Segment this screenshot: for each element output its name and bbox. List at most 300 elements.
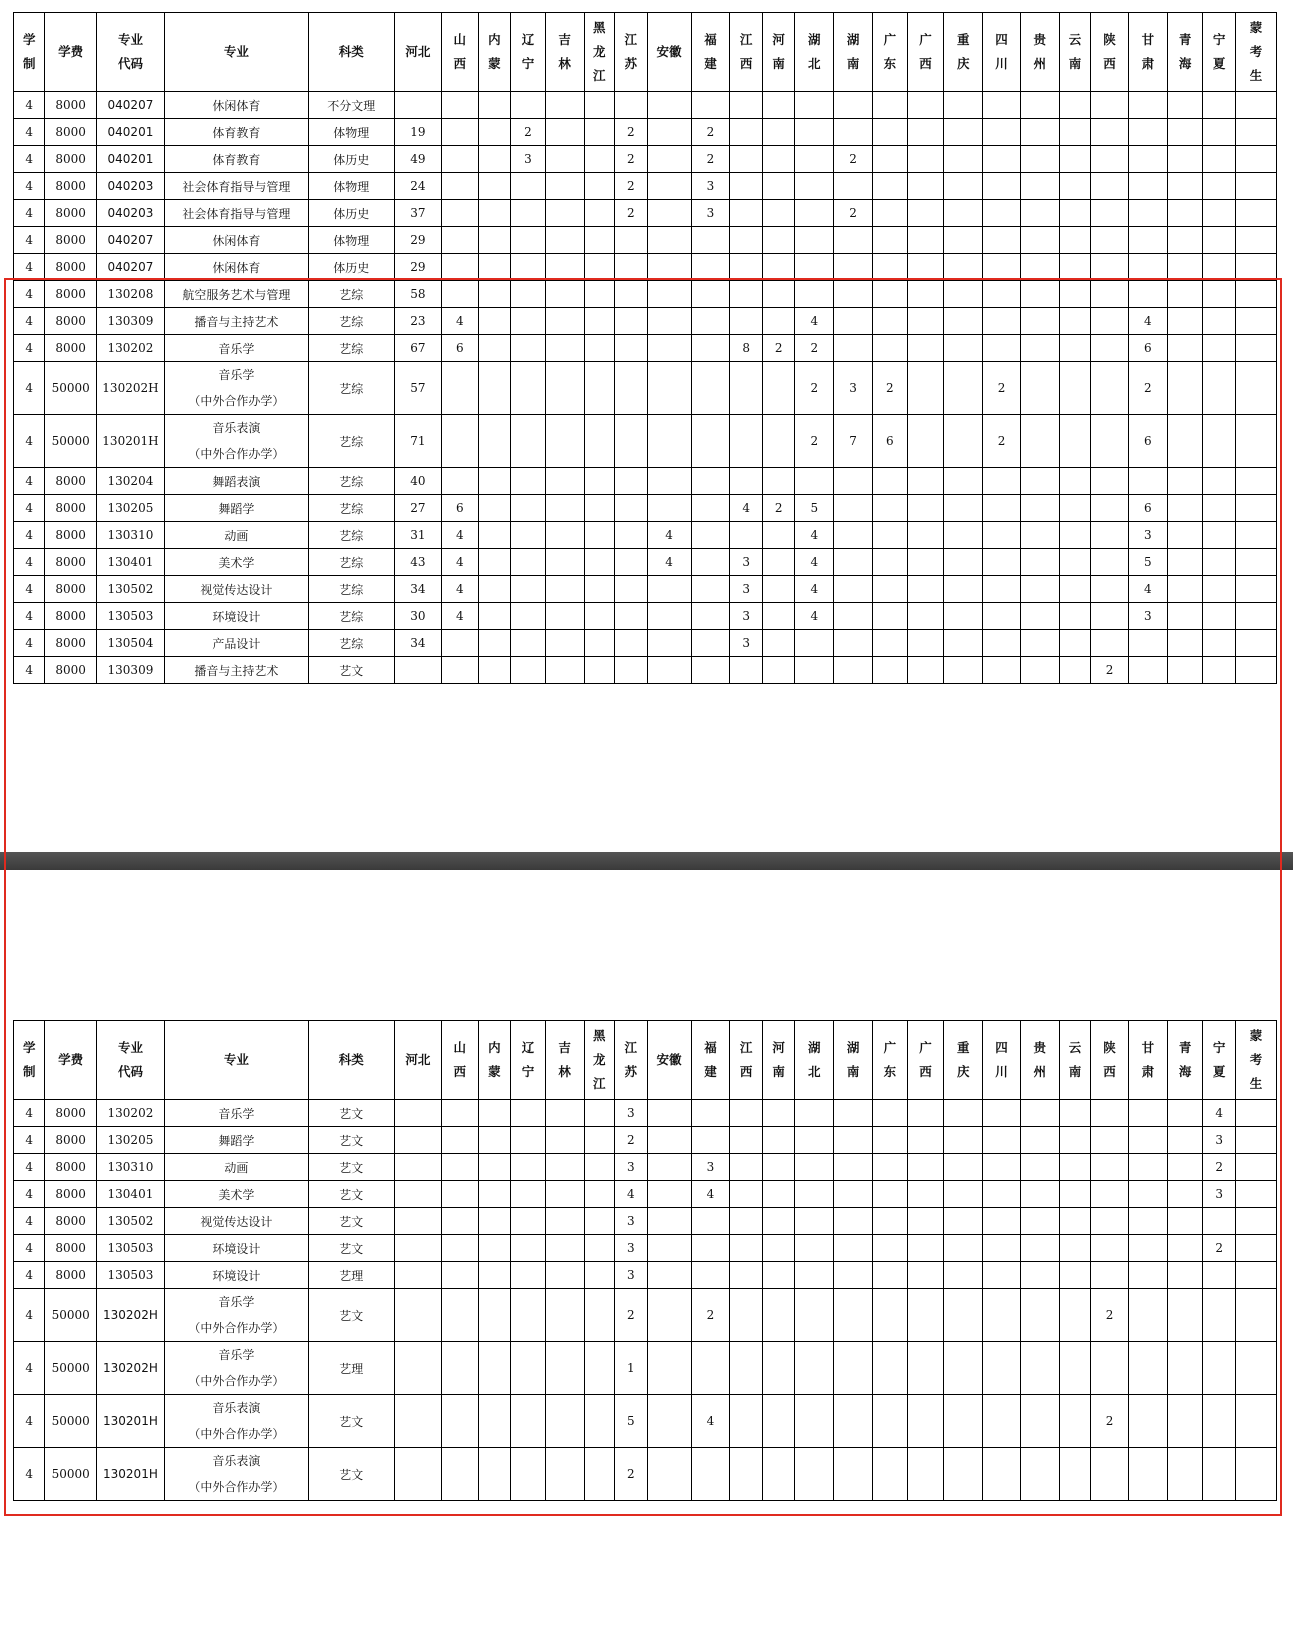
table-cell bbox=[1020, 603, 1059, 630]
code-cell: 040203 bbox=[96, 200, 164, 227]
major-cell: 舞蹈表演 bbox=[165, 468, 309, 495]
table-cell bbox=[907, 308, 944, 335]
table-cell: 体历史 bbox=[308, 200, 394, 227]
table-cell bbox=[1128, 281, 1167, 308]
table-cell bbox=[1203, 1208, 1236, 1235]
major-cell: 体育教育 bbox=[165, 119, 309, 146]
table-cell bbox=[647, 495, 691, 522]
table-cell bbox=[511, 576, 546, 603]
column-header: 云 南 bbox=[1059, 1021, 1090, 1100]
table-cell bbox=[1059, 200, 1090, 227]
table-cell: 29 bbox=[394, 254, 441, 281]
table-cell: 4 bbox=[14, 173, 45, 200]
table-cell bbox=[1235, 1395, 1276, 1448]
table-cell bbox=[907, 1208, 944, 1235]
table-cell: 3 bbox=[691, 1154, 730, 1181]
column-header: 河 南 bbox=[762, 1021, 795, 1100]
table-cell bbox=[730, 173, 763, 200]
table-cell bbox=[730, 468, 763, 495]
table-cell bbox=[762, 1342, 795, 1395]
table-row bbox=[14, 468, 1277, 495]
table-cell bbox=[441, 1100, 478, 1127]
table-cell bbox=[647, 415, 691, 468]
table-cell: 艺文 bbox=[308, 1208, 394, 1235]
table-cell bbox=[873, 1262, 908, 1289]
table-cell: 6 bbox=[441, 335, 478, 362]
table-cell bbox=[441, 254, 478, 281]
table-cell bbox=[944, 146, 983, 173]
table-cell: 4 bbox=[14, 200, 45, 227]
table-cell bbox=[983, 1154, 1021, 1181]
table-cell bbox=[944, 92, 983, 119]
table-cell bbox=[762, 415, 795, 468]
table-cell bbox=[478, 1235, 511, 1262]
table-cell bbox=[1020, 335, 1059, 362]
column-header: 四 川 bbox=[983, 1021, 1021, 1100]
table-cell bbox=[394, 1235, 441, 1262]
table-cell: 24 bbox=[394, 173, 441, 200]
table-cell: 艺综 bbox=[308, 603, 394, 630]
table-cell bbox=[907, 1289, 944, 1342]
table-cell: 艺文 bbox=[308, 1127, 394, 1154]
table-cell bbox=[1020, 1289, 1059, 1342]
table-cell bbox=[944, 281, 983, 308]
table-cell: 艺综 bbox=[308, 495, 394, 522]
table-cell bbox=[691, 281, 730, 308]
table-body bbox=[14, 92, 1277, 684]
table-cell: 3 bbox=[615, 1235, 648, 1262]
table-cell bbox=[907, 1235, 944, 1262]
column-header: 广 西 bbox=[907, 1021, 944, 1100]
table-cell: 3 bbox=[511, 146, 546, 173]
column-header: 湖 北 bbox=[795, 13, 834, 92]
table-cell bbox=[1128, 1100, 1167, 1127]
table-cell bbox=[394, 1181, 441, 1208]
code-cell: 130401 bbox=[96, 549, 164, 576]
table-cell bbox=[983, 1395, 1021, 1448]
column-header: 广 东 bbox=[873, 1021, 908, 1100]
table-cell bbox=[834, 468, 873, 495]
table-cell bbox=[615, 630, 648, 657]
column-header: 河北 bbox=[394, 1021, 441, 1100]
major-cell: 播音与主持艺术 bbox=[165, 657, 309, 684]
table-cell bbox=[907, 254, 944, 281]
table-cell bbox=[545, 1448, 584, 1501]
table-cell bbox=[795, 1181, 834, 1208]
table-cell bbox=[1128, 1262, 1167, 1289]
table-cell bbox=[1235, 468, 1276, 495]
table-cell bbox=[647, 1181, 691, 1208]
table-cell bbox=[478, 576, 511, 603]
table-cell: 8000 bbox=[45, 1181, 96, 1208]
table-cell bbox=[584, 281, 614, 308]
table-cell bbox=[584, 495, 614, 522]
table-cell bbox=[834, 1127, 873, 1154]
table-cell bbox=[834, 119, 873, 146]
table-cell bbox=[584, 200, 614, 227]
table-cell: 4 bbox=[14, 1342, 45, 1395]
table-row bbox=[14, 146, 1277, 173]
table-cell bbox=[1235, 200, 1276, 227]
column-header: 四 川 bbox=[983, 13, 1021, 92]
table-cell bbox=[873, 603, 908, 630]
table-cell: 3 bbox=[615, 1262, 648, 1289]
table-cell bbox=[1235, 1208, 1276, 1235]
table-cell bbox=[907, 549, 944, 576]
code-cell: 040203 bbox=[96, 173, 164, 200]
table-cell bbox=[511, 1154, 546, 1181]
table-cell: 艺文 bbox=[308, 1289, 394, 1342]
table-cell bbox=[762, 1127, 795, 1154]
table-cell bbox=[1167, 254, 1203, 281]
table-cell bbox=[1203, 549, 1236, 576]
table-cell bbox=[834, 603, 873, 630]
table-cell bbox=[730, 1154, 763, 1181]
table-cell bbox=[1235, 1289, 1276, 1342]
table-cell bbox=[907, 1262, 944, 1289]
table-cell bbox=[511, 1208, 546, 1235]
table-cell bbox=[983, 1448, 1021, 1501]
table-cell bbox=[1128, 1235, 1167, 1262]
table-cell bbox=[1128, 227, 1167, 254]
table-row bbox=[14, 1181, 1277, 1208]
column-header: 甘 肃 bbox=[1128, 13, 1167, 92]
table-cell bbox=[441, 415, 478, 468]
table-cell bbox=[873, 227, 908, 254]
table-row bbox=[14, 1342, 1277, 1395]
table-cell bbox=[511, 657, 546, 684]
table-cell bbox=[1091, 576, 1129, 603]
table-cell bbox=[907, 146, 944, 173]
table-cell bbox=[834, 1181, 873, 1208]
table-cell: 29 bbox=[394, 227, 441, 254]
table-cell bbox=[584, 1235, 614, 1262]
table-cell bbox=[441, 1181, 478, 1208]
table-cell bbox=[1020, 146, 1059, 173]
table-cell bbox=[1059, 657, 1090, 684]
table-cell bbox=[1091, 1181, 1129, 1208]
table-cell bbox=[1167, 1127, 1203, 1154]
table-cell bbox=[647, 335, 691, 362]
table-cell bbox=[478, 1342, 511, 1395]
table-cell bbox=[478, 1127, 511, 1154]
column-header: 河 南 bbox=[762, 13, 795, 92]
table-cell bbox=[1167, 362, 1203, 415]
table-cell: 4 bbox=[14, 254, 45, 281]
table-cell bbox=[1167, 1208, 1203, 1235]
table-cell bbox=[394, 1208, 441, 1235]
table-cell: 4 bbox=[14, 92, 45, 119]
table-cell bbox=[1091, 1235, 1129, 1262]
table-cell bbox=[1235, 657, 1276, 684]
table-cell bbox=[1020, 1235, 1059, 1262]
table-cell: 3 bbox=[730, 576, 763, 603]
table-cell: 37 bbox=[394, 200, 441, 227]
table-cell: 4 bbox=[14, 1235, 45, 1262]
major-cell: 休闲体育 bbox=[165, 227, 309, 254]
table-cell bbox=[907, 1127, 944, 1154]
code-cell: 130504 bbox=[96, 630, 164, 657]
table-cell: 8000 bbox=[45, 146, 96, 173]
table-cell bbox=[1091, 227, 1129, 254]
table-cell bbox=[873, 1127, 908, 1154]
table-cell: 4 bbox=[14, 1289, 45, 1342]
table-cell bbox=[1020, 549, 1059, 576]
table-cell: 4 bbox=[647, 522, 691, 549]
table-cell bbox=[647, 1127, 691, 1154]
table-cell bbox=[1059, 1100, 1090, 1127]
table-cell bbox=[1020, 1342, 1059, 1395]
table-cell bbox=[511, 173, 546, 200]
table-cell bbox=[907, 495, 944, 522]
column-header: 学 制 bbox=[14, 13, 45, 92]
code-cell: 040207 bbox=[96, 227, 164, 254]
table-cell bbox=[762, 146, 795, 173]
table-cell bbox=[730, 1448, 763, 1501]
table-cell bbox=[478, 335, 511, 362]
table-cell bbox=[511, 415, 546, 468]
table-cell bbox=[1203, 92, 1236, 119]
table-cell bbox=[584, 308, 614, 335]
table-cell bbox=[647, 281, 691, 308]
table-cell bbox=[1091, 1342, 1129, 1395]
table-cell bbox=[1020, 657, 1059, 684]
table-cell bbox=[647, 630, 691, 657]
table-cell bbox=[873, 1235, 908, 1262]
table-cell bbox=[907, 1154, 944, 1181]
table-cell bbox=[834, 1235, 873, 1262]
table-cell: 27 bbox=[394, 495, 441, 522]
table-cell bbox=[1091, 362, 1129, 415]
table-cell bbox=[730, 119, 763, 146]
table-cell bbox=[1059, 630, 1090, 657]
table-cell bbox=[1167, 119, 1203, 146]
table-cell bbox=[983, 522, 1021, 549]
major-cell: 舞蹈学 bbox=[165, 1127, 309, 1154]
table-cell bbox=[691, 1235, 730, 1262]
table-cell: 4 bbox=[795, 576, 834, 603]
table-cell bbox=[647, 200, 691, 227]
table-cell bbox=[1059, 549, 1090, 576]
table-cell: 2 bbox=[795, 335, 834, 362]
table-cell bbox=[944, 1262, 983, 1289]
table-cell bbox=[478, 1262, 511, 1289]
table-cell bbox=[545, 495, 584, 522]
table-cell: 艺文 bbox=[308, 1235, 394, 1262]
table-row bbox=[14, 1100, 1277, 1127]
table-row bbox=[14, 281, 1277, 308]
table-cell bbox=[1235, 1100, 1276, 1127]
table-cell bbox=[615, 468, 648, 495]
table-cell: 5 bbox=[615, 1395, 648, 1448]
major-cell: 动画 bbox=[165, 1154, 309, 1181]
table-cell bbox=[1020, 415, 1059, 468]
table-cell bbox=[907, 1342, 944, 1395]
table-cell bbox=[795, 173, 834, 200]
table-cell: 4 bbox=[14, 362, 45, 415]
column-header: 湖 北 bbox=[795, 1021, 834, 1100]
table-cell: 2 bbox=[762, 335, 795, 362]
table-row bbox=[14, 308, 1277, 335]
table-cell bbox=[615, 549, 648, 576]
table-cell bbox=[545, 1289, 584, 1342]
table-cell bbox=[478, 630, 511, 657]
table-cell bbox=[983, 200, 1021, 227]
table-cell bbox=[647, 173, 691, 200]
table-cell bbox=[834, 1395, 873, 1448]
table-cell bbox=[983, 1262, 1021, 1289]
table-cell: 4 bbox=[14, 522, 45, 549]
table-row bbox=[14, 576, 1277, 603]
table-cell bbox=[1020, 254, 1059, 281]
table-cell: 3 bbox=[730, 549, 763, 576]
table-cell: 3 bbox=[1128, 603, 1167, 630]
table-cell: 3 bbox=[615, 1154, 648, 1181]
table-cell bbox=[1167, 1154, 1203, 1181]
table-cell bbox=[1020, 227, 1059, 254]
table-cell bbox=[545, 119, 584, 146]
table-cell bbox=[441, 1208, 478, 1235]
code-cell: 130310 bbox=[96, 522, 164, 549]
table-cell bbox=[983, 657, 1021, 684]
table-cell bbox=[478, 308, 511, 335]
table-cell bbox=[1059, 281, 1090, 308]
table-cell bbox=[1235, 362, 1276, 415]
table-cell bbox=[545, 200, 584, 227]
table-cell bbox=[834, 630, 873, 657]
table-row bbox=[14, 92, 1277, 119]
table-cell bbox=[691, 92, 730, 119]
table-cell: 4 bbox=[14, 576, 45, 603]
table-cell bbox=[762, 173, 795, 200]
table-cell bbox=[907, 576, 944, 603]
table-cell: 2 bbox=[795, 415, 834, 468]
table-cell bbox=[691, 468, 730, 495]
table-cell bbox=[730, 1235, 763, 1262]
table-row bbox=[14, 227, 1277, 254]
table-cell bbox=[834, 1262, 873, 1289]
table-cell bbox=[795, 1154, 834, 1181]
table-cell bbox=[834, 254, 873, 281]
major-cell: 休闲体育 bbox=[165, 254, 309, 281]
table-cell bbox=[1203, 415, 1236, 468]
table-cell bbox=[873, 1289, 908, 1342]
major-cell: 音乐学 （中外合作办学） bbox=[165, 1342, 309, 1395]
table-cell bbox=[545, 92, 584, 119]
table-cell bbox=[441, 1289, 478, 1342]
table-cell: 体物理 bbox=[308, 173, 394, 200]
code-cell: 130202 bbox=[96, 1100, 164, 1127]
table-cell bbox=[1091, 173, 1129, 200]
table-cell bbox=[1020, 1154, 1059, 1181]
table-cell bbox=[615, 335, 648, 362]
table-cell bbox=[478, 227, 511, 254]
table-cell bbox=[834, 92, 873, 119]
table-cell: 2 bbox=[1091, 657, 1129, 684]
table-cell bbox=[983, 254, 1021, 281]
table-cell: 艺综 bbox=[308, 362, 394, 415]
table-cell bbox=[441, 281, 478, 308]
table-cell bbox=[1235, 119, 1276, 146]
table-cell: 50000 bbox=[45, 1448, 96, 1501]
table-cell bbox=[944, 200, 983, 227]
table-cell: 4 bbox=[441, 522, 478, 549]
table-cell: 8000 bbox=[45, 281, 96, 308]
table-cell bbox=[545, 281, 584, 308]
table-cell bbox=[584, 1395, 614, 1448]
table-cell bbox=[691, 254, 730, 281]
code-cell: 130202H bbox=[96, 362, 164, 415]
table-cell bbox=[944, 576, 983, 603]
table-cell bbox=[873, 549, 908, 576]
table-cell bbox=[1059, 227, 1090, 254]
table-cell bbox=[944, 495, 983, 522]
column-header: 内 蒙 bbox=[478, 1021, 511, 1100]
table-cell bbox=[873, 308, 908, 335]
column-header: 青 海 bbox=[1167, 13, 1203, 92]
table-cell: 2 bbox=[1091, 1395, 1129, 1448]
table-cell: 49 bbox=[394, 146, 441, 173]
table-cell bbox=[907, 522, 944, 549]
column-header: 山 西 bbox=[441, 1021, 478, 1100]
table-cell bbox=[394, 1289, 441, 1342]
table-cell bbox=[478, 522, 511, 549]
table-cell bbox=[944, 1208, 983, 1235]
table-cell bbox=[873, 576, 908, 603]
table-cell bbox=[1091, 1448, 1129, 1501]
table-cell: 4 bbox=[14, 119, 45, 146]
table-cell: 2 bbox=[691, 1289, 730, 1342]
table-cell: 6 bbox=[1128, 495, 1167, 522]
major-cell: 环境设计 bbox=[165, 1235, 309, 1262]
table-cell bbox=[1167, 200, 1203, 227]
table-cell bbox=[873, 657, 908, 684]
table-cell: 3 bbox=[615, 1208, 648, 1235]
table-cell bbox=[762, 1448, 795, 1501]
table-cell bbox=[691, 1100, 730, 1127]
table-row bbox=[14, 173, 1277, 200]
table-cell bbox=[1128, 468, 1167, 495]
table-cell bbox=[983, 173, 1021, 200]
table-cell bbox=[511, 1448, 546, 1501]
table-cell bbox=[1235, 335, 1276, 362]
table-cell bbox=[944, 1289, 983, 1342]
table-cell bbox=[1235, 1235, 1276, 1262]
table-cell bbox=[1059, 1448, 1090, 1501]
table-cell bbox=[873, 200, 908, 227]
table-cell bbox=[1020, 468, 1059, 495]
table-cell bbox=[1235, 603, 1276, 630]
table-cell bbox=[983, 335, 1021, 362]
table-cell bbox=[1128, 119, 1167, 146]
table-cell bbox=[511, 200, 546, 227]
table-cell bbox=[511, 1262, 546, 1289]
table-cell: 4 bbox=[441, 308, 478, 335]
table-cell: 31 bbox=[394, 522, 441, 549]
table-cell: 8000 bbox=[45, 549, 96, 576]
table-cell bbox=[545, 335, 584, 362]
table-cell: 艺综 bbox=[308, 522, 394, 549]
table-cell: 4 bbox=[441, 549, 478, 576]
table-cell bbox=[511, 495, 546, 522]
major-cell: 动画 bbox=[165, 522, 309, 549]
table-cell bbox=[647, 1208, 691, 1235]
table-cell bbox=[1128, 1448, 1167, 1501]
code-cell: 130309 bbox=[96, 657, 164, 684]
table-cell bbox=[1167, 576, 1203, 603]
table-cell bbox=[478, 1154, 511, 1181]
code-cell: 130503 bbox=[96, 603, 164, 630]
